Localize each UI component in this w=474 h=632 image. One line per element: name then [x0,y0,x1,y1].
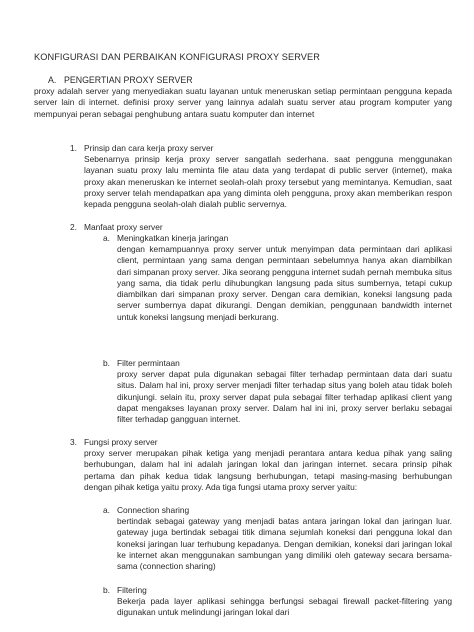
section-a-heading [48,75,193,86]
item-3-heading-text: Fungsi proxy server [84,437,158,447]
item-2-marker: 2. [70,222,77,232]
item-2b-paragraph: proxy server dapat pula digunakan sebagai filter terhadap permintaan data dari suatu situs. Dalam hal ini, proxy server menjadi filter terhadap situs yang boleh atau tidak boleh dikunjungi. selain itu, proxy server dapat pula sebagai filter terhadap aplikasi client yang dapat mengakses layanan proxy server. Dalam hal ini ini, proxy server berlaku sebagai filter terhadap gangguan internet. [117,369,452,425]
item-3b-heading-text: Filtering [117,585,147,595]
item-3b-paragraph: Bekerja pada layer aplikasi sehingga berfungsi sebagai firewall packet-filtering yang digunakan untuk melindungi jaringan lokal dari [117,596,452,618]
item-2-heading [70,222,163,233]
item-2b-marker: b. [103,358,110,368]
section-a-heading-text: PENGERTIAN PROXY SERVER [64,75,193,85]
document-title: KONFIGURASI DAN PERBAIKAN KONFIGURASI PROXY SERVER [34,52,320,62]
item-1-marker: 1. [70,143,77,153]
item-3-marker: 3. [70,437,77,447]
item-2a-marker: a. [103,233,110,243]
item-3-heading [70,437,158,448]
item-2-heading-text: Manfaat proxy server [84,222,163,232]
item-1-heading-text: Prinsip dan cara kerja proxy server [84,143,214,153]
item-3a-heading-text: Connection sharing [117,505,190,515]
item-2a-paragraph: dengan kemampuannya proxy server untuk menyimpan data permintaan dari aplikasi client, permintaan yang sama dengan permintaan sebelumnya hanya akan diambilkan dari simpanan proxy server. Jika seorang pengguna internet sudah pernah membuka situs yang sama, dia tidak perlu dihubungkan langsung pada situs sumbernya, tetapi cukup diambilkan dari simpanan proxy server. Dengan cara demikian, koneksi langsung pada server sumbernya dapat dikurangi. Dengan demikian, penggunaan bandwidth internet untuk koneksi langsung menjadi berkurang. [117,244,452,322]
item-3a-paragraph: bertindak sebagai gateway yang menjadi batas antara jaringan lokal dan jaringan luar. gateway juga bertindak sebagai titik dimana sejumlah koneksi dari pengguna lokal dan koneksi jaringan luar terhubung kepadanya. Dengan demikian, koneksi dari jaringan lokal ke internet akan menggunakan sambungan yang dimiliki oleh gateway secara bersama-sama (connection sharing) [117,516,452,572]
item-3a-marker: a. [103,505,110,515]
item-2b-heading [103,358,180,369]
item-3-paragraph: proxy server merupakan pihak ketiga yang menjadi perantara antara kedua pihak yang saling berhubungan, dalam hal ini adalah jaringan lokal dan jaringan internet. secara prinsip pihak pertama dan pihak kedua tidak langsung berhubungan, tetapi masing-masing berhubungan dengan pihak ketiga yaitu proxy. Ada tiga fungsi utama proxy server yaitu: [84,448,452,492]
item-3a-heading [103,505,189,516]
item-1-heading [70,143,213,154]
item-2a-heading-text: Meningkatkan kinerja jaringan [117,233,229,243]
item-3b-marker: b. [103,585,110,595]
intro-paragraph: proxy adalah server yang menyediakan suatu layanan untuk meneruskan setiap permintaan pengguna kepada server lain di internet. definisi proxy server yang lainnya adalah suatu server atau program komputer yang mempunyai peran sebagai penghubung antara suatu komputer dan internet [34,86,452,119]
section-a-marker: A. [48,75,57,85]
item-2b-heading-text: Filter permintaan [117,358,180,368]
item-3b-heading [103,585,147,596]
item-2a-heading [103,233,228,244]
item-1-paragraph: Sebenarnya prinsip kerja proxy server sangatlah sederhana. saat pengguna menggunakan layanan suatu proxy lalu meminta file atau data yang terdapat di public server (internet), maka proxy akan meneruskan ke internet seolah-olah proxy tersebut yang memintanya. Kemudian, saat proxy server telah mendapatkan apa yang diminta oleh pengguna, proxy akan memberikan respon kepada pengguna seolah-olah dialah public servernya. [84,154,452,210]
